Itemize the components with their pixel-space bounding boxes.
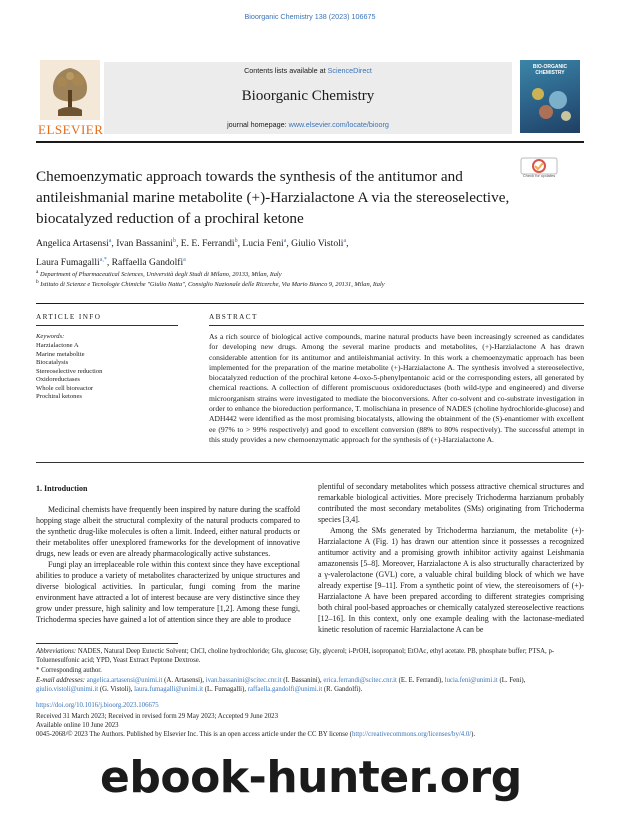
affiliation-text: Istituto di Scienze e Tecnologie Chimiche "Giulio Natta", Consiglio Nazionale delle Ricerche, Via Mario Bianco 9, 20131, Milan, Italy	[40, 281, 385, 289]
copyright-line	[36, 731, 584, 738]
body-paragraph: plentiful of secondary metabolites which possess attractive chemical structures and remarkable biological activities. More precisely Trichoderma harzianum probably contributed the most secondary metabolites (SMs) originating from Trichoderma species [3,4].	[318, 482, 584, 524]
corresponding-author-note: * Corresponding author.	[36, 667, 102, 674]
keywords-label: Keywords:	[36, 333, 65, 340]
abstract-text: As a rich source of biological active compounds, marine natural products have been increasingly screened as candidates for developing new drugs. Among the several marine products and metabolites, (+)-Harzialactone A has drawn considerable attention for its antitumor and antileishmanial activity. In this work a chemoenzymatic approach has been implemented for the preparation of the marine metabolite (+)-Harzialactone A. The synthesis involved a stereoselective, biocatalyzed reduction of the prochiral ketone 4-oxo-5-phenylpentanoic acid or the corresponding esters, all generated by chemical reactions. A collection of different promiscuous oxidoreductases (both wild-type and engineered) and diverse microorganism strains were investigated to mediate the bioconversions. After co-solvent and co-substrate investigation in order to enhance the bioreduction performance, T. molischiana in presence of NADES (choline hydrochloride-glucose) and ADH442 were identified as the most promising biocatalysts, allowing the obtainment of the (S)-enantiomer with excellent ee (97% to > 99% respectively) and good to excellent conversion (88% to 80% respectively). The successful attempt in this study provides a new chemoenzymatic approach for the synthesis of (+)-Harzialactone A.	[209, 332, 584, 444]
email-link[interactable]: giulio.vistoli@unimi.it	[36, 686, 99, 694]
author-list: Angelica Artasensi$^a$, Ivan Bassanini$^b$, E. E. Ferrandi$^b$, Lucia Feni$^a$, Giulio Vistoli$^a$, Laura Fumagalli$^{a,*}$, Raffaella Gandolfi$^a$	[36, 238, 349, 269]
body-paragraph: Medicinal chemists have frequently been inspired by nature during the scaffold hopping stage albeit the structural complexity of the natural products compared to the synthetic drug-like molecules is often a limit. Indeed, either natural products or their metabolites offer unexplored frameworks for the development of innovative drugs, new leads or even are already pharmacologically active substances.	[36, 505, 300, 558]
author-name[interactable]: Lucia Feni	[242, 238, 284, 250]
article-info-rule	[36, 325, 178, 326]
journal-title: Bioorganic Chemistry	[241, 88, 375, 104]
watermark: ebook-hunter.org	[100, 752, 522, 803]
author-name[interactable]: Laura Fumagalli	[36, 257, 100, 269]
abbreviations-footnote	[36, 647, 584, 665]
affil-sup[interactable]: a,*	[99, 257, 107, 264]
body-paragraph: Among the SMs generated by Trichoderma harzianum, the metabolite (+)-Harzialactone A (Fig. 1) has drawn our attention since it possesses a recognized antitumor activity and a promising growth inhibitor activity against Leishmania amazonensis [5–8]. Moreover, Harzialactone A is also structurally characterized by a γ-valerolactone (GVL) core, a valuable chiral building block of which we have already expertise [9–11]. From a synthetic point of view, the stereoisomers of (+)-Harzialactone A have been prepared according to different strategies comprising both chiral pool-based approaches or chemically catalyzed stereoselective reactions [12–16]. In this context, only one example dealing with the lactonase-mediated kinetic resolution of racemic Harzialactone A can be	[318, 526, 584, 634]
body-paragraph: Fungi play an irreplaceable role within this context since they have exceptional abilities to produce a variety of metabolites characterized by unique structures and diverse biological activities. In particular, fungi coming from the marine environment have attracted a lot of interest because are very distinctive since they grow under pressure, high salinity and low temperature [1,2]. Among these fungi, Trichoderma species have gained a lot of attention since they are able to produce	[36, 560, 300, 624]
article-info-heading: ARTICLE INFO	[36, 313, 102, 321]
keyword: Oxidoreductases	[36, 376, 80, 383]
author-name[interactable]: Giulio Vistoli	[291, 238, 344, 250]
email-link[interactable]: raffaella.gandolfi@unimi.it	[247, 686, 323, 694]
keyword: Whole cell bioreactor	[36, 384, 94, 392]
keyword: Harzialactone A	[36, 342, 79, 349]
received-dates: Received 31 March 2023; Received in revised form 29 May 2023; Accepted 9 June 2023	[36, 713, 278, 720]
affiliation-sup: b	[36, 279, 39, 285]
author-name[interactable]: Ivan Bassanini	[116, 238, 173, 250]
abstract-bottom-rule	[36, 462, 584, 463]
email-link[interactable]: ivan.bassanini@scitec.cnr.it	[205, 677, 282, 684]
keyword: Marine metabolite	[36, 350, 85, 358]
affiliation-text: Department of Pharmaceutical Sciences, Università degli Studi di Milano, 20133, Milan, Italy	[39, 271, 282, 279]
email-link[interactable]: angelica.artasensi@unimi.it	[86, 677, 163, 684]
email-owner: (G. Vistoli),	[98, 686, 135, 694]
author-name[interactable]: E. E. Ferrandi	[180, 238, 235, 250]
section-rule	[36, 303, 584, 304]
check-for-updates-label[interactable]: Check for updates	[522, 173, 556, 178]
footnote-rule	[36, 643, 178, 644]
header-rule	[36, 141, 584, 143]
cover-artwork	[526, 82, 574, 124]
affil-sup[interactable]: a	[108, 238, 112, 244]
contents-line	[104, 66, 512, 75]
copyright-prefix: 0045-2068/© 2023 The Authors. Published by Elsevier Inc. This is an open access article under the CC BY license (	[36, 731, 352, 738]
keyword: Stereoselective reduction	[36, 367, 103, 375]
article-dates	[36, 712, 584, 730]
available-date: Available online 10 June 2023	[36, 722, 119, 730]
abbreviations-label: Abbreviations:	[36, 648, 77, 655]
email-link[interactable]: erica.ferrandi@scitec.cnr.it	[323, 677, 397, 684]
email-owner: (R. Gandolfi).	[322, 686, 363, 694]
body-column-right	[318, 481, 584, 635]
affil-sup[interactable]: b	[172, 238, 176, 244]
homepage-line	[104, 120, 512, 129]
affil-sup[interactable]: b	[234, 238, 238, 244]
email-owner: (E. E. Ferrandi),	[396, 677, 445, 684]
affil-sup[interactable]: a	[343, 238, 347, 244]
email-owner: (A. Artasensi),	[162, 677, 206, 684]
keyword: Prochiral ketones	[36, 393, 82, 400]
abbreviations-text: NADES, Natural Deep Eutectic Solvent; ChCl, choline hydrochloride; Glu, glucose; Gly, glycerol; i-PrOH, isopropanol; EtOAc, ethyl acetate. PB, phosphate buffer; PTSA, p-Toluenesulfonic acid; YPD, Yeast Extract Peptone Dextrose.	[36, 648, 555, 665]
author-name[interactable]: Raffaella Gandolfi	[111, 257, 184, 269]
license-link[interactable]: http://creativecommons.org/licenses/by/4.0/	[351, 731, 472, 738]
email-addresses	[36, 676, 584, 694]
email-link[interactable]: laura.fumagalli@unimi.it	[134, 686, 203, 694]
affil-sup[interactable]: a	[183, 257, 186, 264]
doi-link[interactable]: https://doi.org/10.1016/j.bioorg.2023.106675	[36, 702, 159, 709]
homepage-prefix: journal homepage:	[227, 120, 289, 129]
author-name[interactable]: Angelica Artasensi	[36, 238, 109, 250]
copyright-suffix: ).	[471, 731, 476, 738]
affiliation	[36, 269, 584, 278]
email-owner: (L. Feni),	[497, 677, 526, 684]
abstract-rule	[209, 325, 584, 326]
journal-reference[interactable]: Bioorganic Chemistry 138 (2023) 106675	[244, 12, 376, 21]
email-owner: (I. Bassanini),	[281, 677, 324, 684]
cover-title: BIO-ORGANIC CHEMISTRY	[532, 64, 568, 76]
email-owner: (L. Fumagalli),	[203, 686, 248, 694]
homepage-link[interactable]: www.elsevier.com/locate/bioorg	[288, 120, 389, 129]
sciencedirect-link[interactable]: ScienceDirect	[327, 66, 372, 75]
affil-sup[interactable]: a	[283, 238, 287, 244]
body-column-left	[36, 504, 300, 625]
emails-label: E-mail addresses:	[36, 677, 86, 684]
affiliation-sup: a	[36, 269, 39, 275]
contents-prefix: Contents lists available at	[244, 66, 328, 75]
introduction-heading: 1. Introduction	[36, 484, 88, 493]
keyword: Biocatalysis	[36, 359, 69, 366]
article-title: Chemoenzymatic approach towards the synthesis of the antitumor and antileishmanial marine metabolite (+)-Harzialactone A via the stereoselective, biocatalyzed reduction of a prochiral ketone	[36, 168, 510, 227]
keywords-list	[36, 342, 102, 402]
check-for-updates-icon[interactable]	[520, 157, 558, 187]
publisher-wordmark: ELSEVIER	[38, 122, 104, 137]
abstract-heading: ABSTRACT	[209, 313, 258, 321]
affiliation	[36, 279, 584, 288]
email-link[interactable]: lucia.feni@unimi.it	[444, 677, 498, 684]
